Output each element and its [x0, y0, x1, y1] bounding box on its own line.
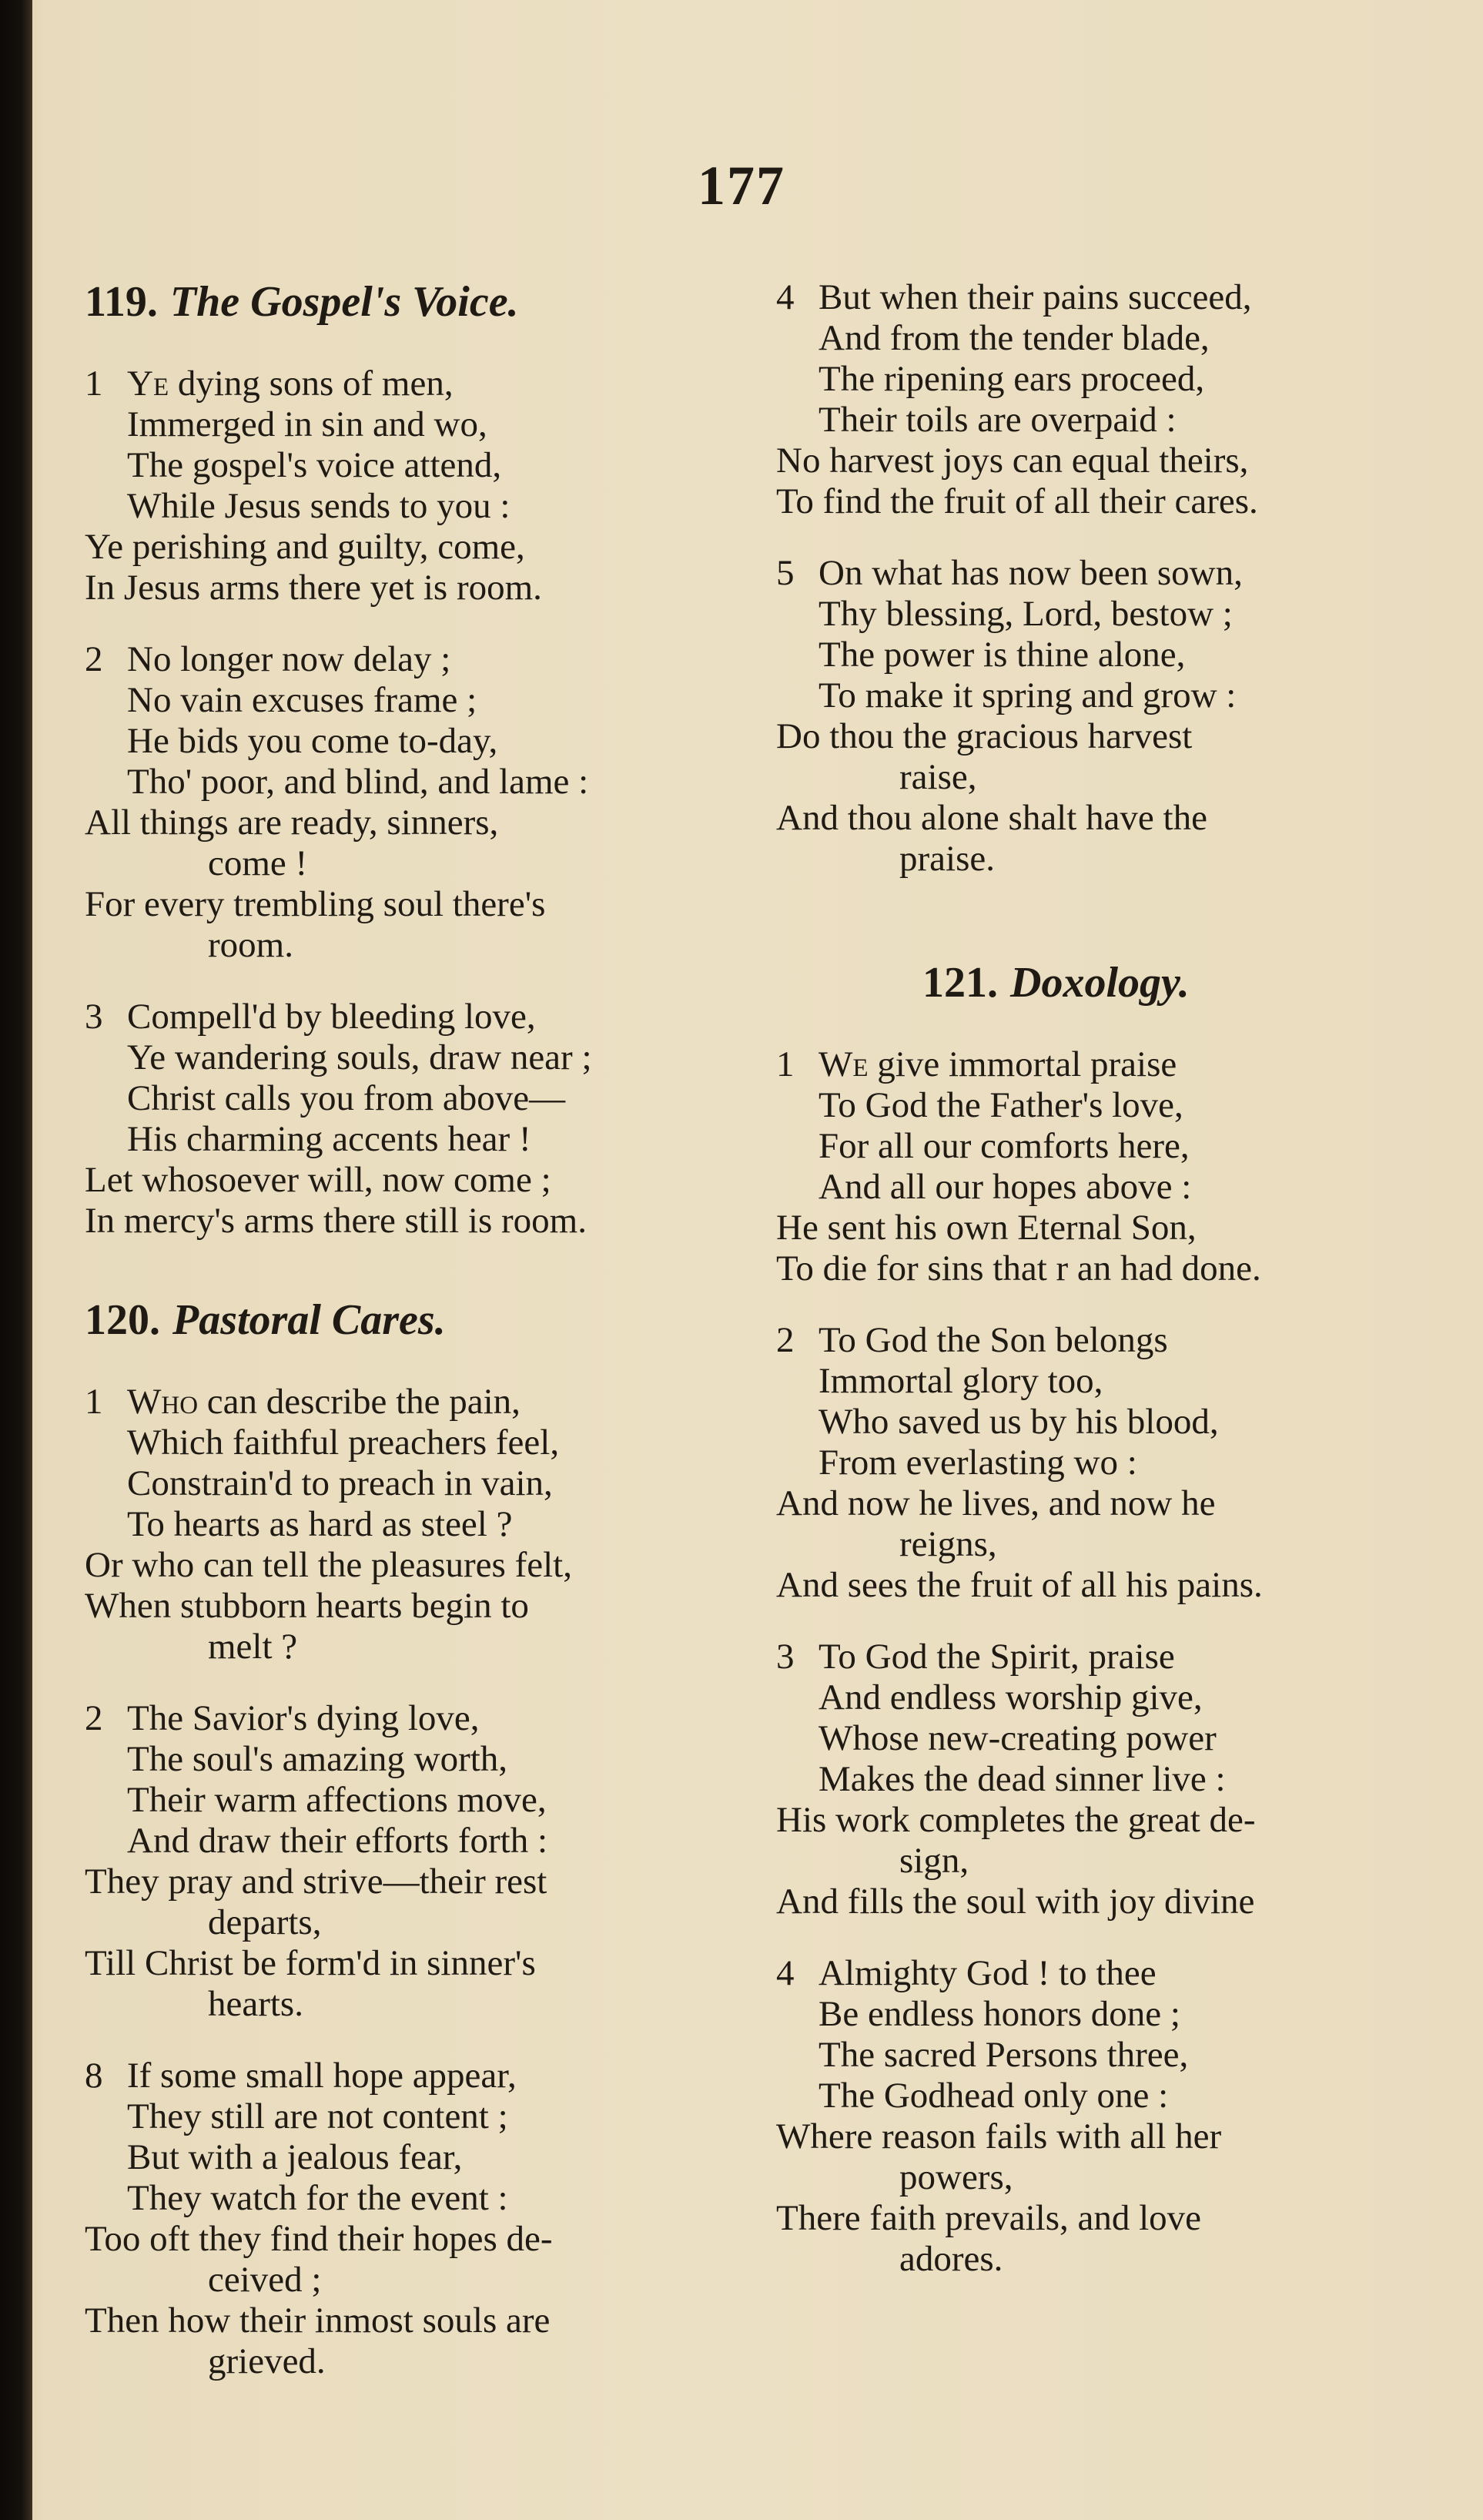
verse-line: Ye perishing and guilty, come,: [85, 527, 525, 567]
verse-line-continuation: sign,: [899, 1841, 969, 1881]
verse-line: The power is thine alone,: [818, 635, 1186, 675]
verse-line-continuation: reigns,: [899, 1524, 997, 1564]
hymn-119-title: [85, 277, 739, 327]
verse-line: The sacred Persons three,: [818, 2035, 1189, 2075]
hymn-119-stanza-1: [85, 364, 739, 608]
verse-line-continuation: hearts.: [208, 1984, 303, 2024]
verse-text: can describe the pain,: [198, 1382, 521, 1422]
verse-line: His work completes the great de-: [776, 1800, 1256, 1840]
verse-line: Their toils are overpaid :: [818, 400, 1177, 440]
verse-line-continuation: departs,: [208, 1902, 322, 1942]
verse-line: Tho' poor, and blind, and lame :: [127, 762, 589, 802]
verse-number: 5: [776, 553, 795, 593]
verse-line: And fills the soul with joy divine: [776, 1882, 1255, 1922]
hymn-120-stanza-2: [85, 1698, 739, 2025]
verse-number: 3: [85, 997, 103, 1037]
verse-text: No longer now delay ;: [127, 639, 451, 679]
first-word: Who: [127, 1382, 199, 1422]
verse-line: The ripening ears proceed,: [818, 359, 1205, 399]
first-word: We: [818, 1044, 869, 1084]
hymn-121-stanza-1: [776, 1044, 1431, 1289]
page-number: 177: [698, 155, 785, 216]
verse-line: From everlasting wo :: [818, 1443, 1137, 1483]
hymn-120-stanza-3: [85, 2056, 739, 2382]
verse-line-continuation: melt ?: [208, 1627, 298, 1667]
verse-line: In mercy's arms there still is room.: [85, 1201, 587, 1241]
verse-text: give immortal praise: [868, 1044, 1177, 1084]
verse-line: Where reason fails with all her: [776, 2116, 1222, 2156]
verse-line: Ye wandering souls, draw near ;: [127, 1037, 592, 1077]
hymn-number: 121.: [922, 959, 998, 1007]
verse-text: The Savior's dying love,: [127, 1698, 480, 1738]
verse-line: Thy blessing, Lord, bestow ;: [818, 594, 1233, 634]
verse-line: To die for sins that r an had done.: [776, 1248, 1261, 1288]
verse-line-continuation: adores.: [899, 2239, 1003, 2279]
verse-line: Immortal glory too,: [818, 1361, 1103, 1401]
hymn-121-stanza-4: [776, 1953, 1431, 2280]
verse-line: They watch for the event :: [127, 2178, 508, 2218]
hymn-120-stanza-5: [776, 553, 1431, 880]
verse-line: Then how their inmost souls are: [85, 2301, 551, 2341]
verse-text: Almighty God ! to thee: [818, 1953, 1157, 1993]
verse-number: 4: [776, 1953, 795, 1993]
verse-text: On what has now been sown,: [818, 553, 1243, 593]
verse-line: The soul's amazing worth,: [127, 1739, 508, 1779]
verse-number: 2: [776, 1320, 795, 1360]
verse-line: [85, 1698, 739, 1739]
verse-line: Makes the dead sinner live :: [818, 1759, 1226, 1799]
verse-line: In Jesus arms there yet is room.: [85, 568, 542, 608]
hymn-121-title: [776, 958, 1431, 1007]
hymn-121-stanza-2: [776, 1320, 1431, 1606]
verse-number: 1: [776, 1044, 795, 1084]
verse-line: Be endless honors done ;: [818, 1994, 1180, 2034]
verse-line: [85, 1382, 739, 1423]
verse-line: Christ calls you from above—: [127, 1078, 566, 1118]
verse-line: And from the tender blade,: [818, 318, 1210, 358]
verse-number: 2: [85, 1698, 103, 1738]
verse-line: And endless worship give,: [818, 1677, 1203, 1717]
verse-line: [776, 1320, 1431, 1361]
verse-line: While Jesus sends to you :: [127, 486, 511, 526]
hymn-name: The Gospel's Voice.: [169, 278, 519, 326]
verse-line: [776, 553, 1431, 594]
left-column: [85, 277, 739, 2413]
verse-line: Let whosoever will, now come ;: [85, 1160, 551, 1200]
verse-line: Immerged in sin and wo,: [127, 404, 487, 444]
verse-line: They still are not content ;: [127, 2096, 508, 2136]
verse-line-continuation: grieved.: [208, 2341, 326, 2381]
verse-text: To God the Spirit, praise: [818, 1637, 1175, 1677]
hymn-120-stanza-1: [85, 1382, 739, 1667]
hymn-121-stanza-3: [776, 1637, 1431, 1922]
verse-line-continuation: praise.: [899, 839, 995, 879]
verse-line: Or who can tell the pleasures felt,: [85, 1545, 572, 1585]
verse-line: Who saved us by his blood,: [818, 1402, 1219, 1442]
verse-line: When stubborn hearts begin to: [85, 1586, 529, 1626]
verse-line: No vain excuses frame ;: [127, 680, 477, 720]
verse-line: The Godhead only one :: [818, 2076, 1169, 2116]
verse-text: To God the Son belongs: [818, 1320, 1168, 1360]
hymn-119-stanza-2: [85, 639, 739, 966]
verse-line: But with a jealous fear,: [127, 2137, 463, 2177]
verse-line: And sees the fruit of all his pains.: [776, 1565, 1263, 1605]
verse-line: [85, 364, 739, 404]
verse-text: Compell'd by bleeding love,: [127, 997, 536, 1037]
verse-line: Do thou the gracious harvest: [776, 716, 1193, 756]
verse-line: To find the fruit of all their cares.: [776, 481, 1258, 521]
verse-line: [776, 1637, 1431, 1677]
verse-line: Constrain'd to preach in vain,: [127, 1463, 553, 1503]
verse-line: For all our comforts here,: [818, 1126, 1190, 1166]
verse-line-continuation: powers,: [899, 2157, 1013, 2197]
verse-line: [85, 997, 739, 1037]
hymn-number: 119.: [85, 278, 158, 326]
verse-line-continuation: come !: [208, 843, 308, 883]
verse-line: He bids you come to-day,: [127, 721, 498, 761]
verse-text: But when their pains succeed,: [818, 277, 1252, 317]
verse-line-continuation: raise,: [899, 757, 977, 797]
verse-line: And now he lives, and now he: [776, 1483, 1216, 1523]
verse-line: [85, 2056, 739, 2096]
verse-line: There faith prevails, and love: [776, 2198, 1202, 2238]
verse-text: dying sons of men,: [169, 364, 454, 404]
verse-line: His charming accents hear !: [127, 1119, 531, 1159]
verse-line: [776, 277, 1431, 318]
verse-line: [776, 1044, 1431, 1085]
verse-number: 3: [776, 1637, 795, 1677]
first-word: Ye: [127, 364, 169, 404]
verse-line: And draw their efforts forth :: [127, 1821, 548, 1861]
verse-line: Till Christ be form'd in sinner's: [85, 1943, 536, 1983]
verse-line: For every trembling soul there's: [85, 884, 546, 924]
hymn-number: 120.: [85, 1296, 160, 1344]
verse-line: Which faithful preachers feel,: [127, 1423, 560, 1463]
verse-line: Their warm affections move,: [127, 1780, 547, 1820]
hymn-name: Pastoral Cares.: [172, 1296, 446, 1344]
verse-line: Whose new-creating power: [818, 1718, 1217, 1758]
verse-text: If some small hope appear,: [127, 2056, 517, 2096]
verse-number: 4: [776, 277, 795, 317]
hymn-120-title: [85, 1295, 739, 1345]
verse-line: [85, 639, 739, 680]
verse-line: No harvest joys can equal theirs,: [776, 441, 1249, 481]
verse-line-continuation: room.: [208, 925, 293, 965]
verse-number: 8: [85, 2056, 103, 2096]
hymn-119-stanza-3: [85, 997, 739, 1242]
verse-line: Too oft they find their hopes de-: [85, 2219, 553, 2259]
verse-line: To God the Father's love,: [818, 1085, 1183, 1125]
verse-number: 1: [85, 364, 103, 404]
right-column: [776, 277, 1431, 2311]
hymn-name: Doxology.: [1010, 959, 1190, 1007]
hymn-120-stanza-4: [776, 277, 1431, 522]
verse-line: All things are ready, sinners,: [85, 803, 499, 843]
verse-number: 1: [85, 1382, 103, 1422]
verse-line: To hearts as hard as steel ?: [127, 1504, 513, 1544]
verse-line: To make it spring and grow :: [818, 675, 1237, 715]
verse-line-continuation: ceived ;: [208, 2260, 322, 2300]
verse-line: They pray and strive—their rest: [85, 1862, 547, 1902]
book-spine-shadow: [0, 0, 32, 2520]
verse-line: The gospel's voice attend,: [127, 445, 502, 485]
verse-line: And thou alone shalt have the: [776, 798, 1207, 838]
verse-number: 2: [85, 639, 103, 679]
verse-line: He sent his own Eternal Son,: [776, 1208, 1197, 1248]
verse-line: And all our hopes above :: [818, 1167, 1192, 1207]
verse-line: [776, 1953, 1431, 1994]
